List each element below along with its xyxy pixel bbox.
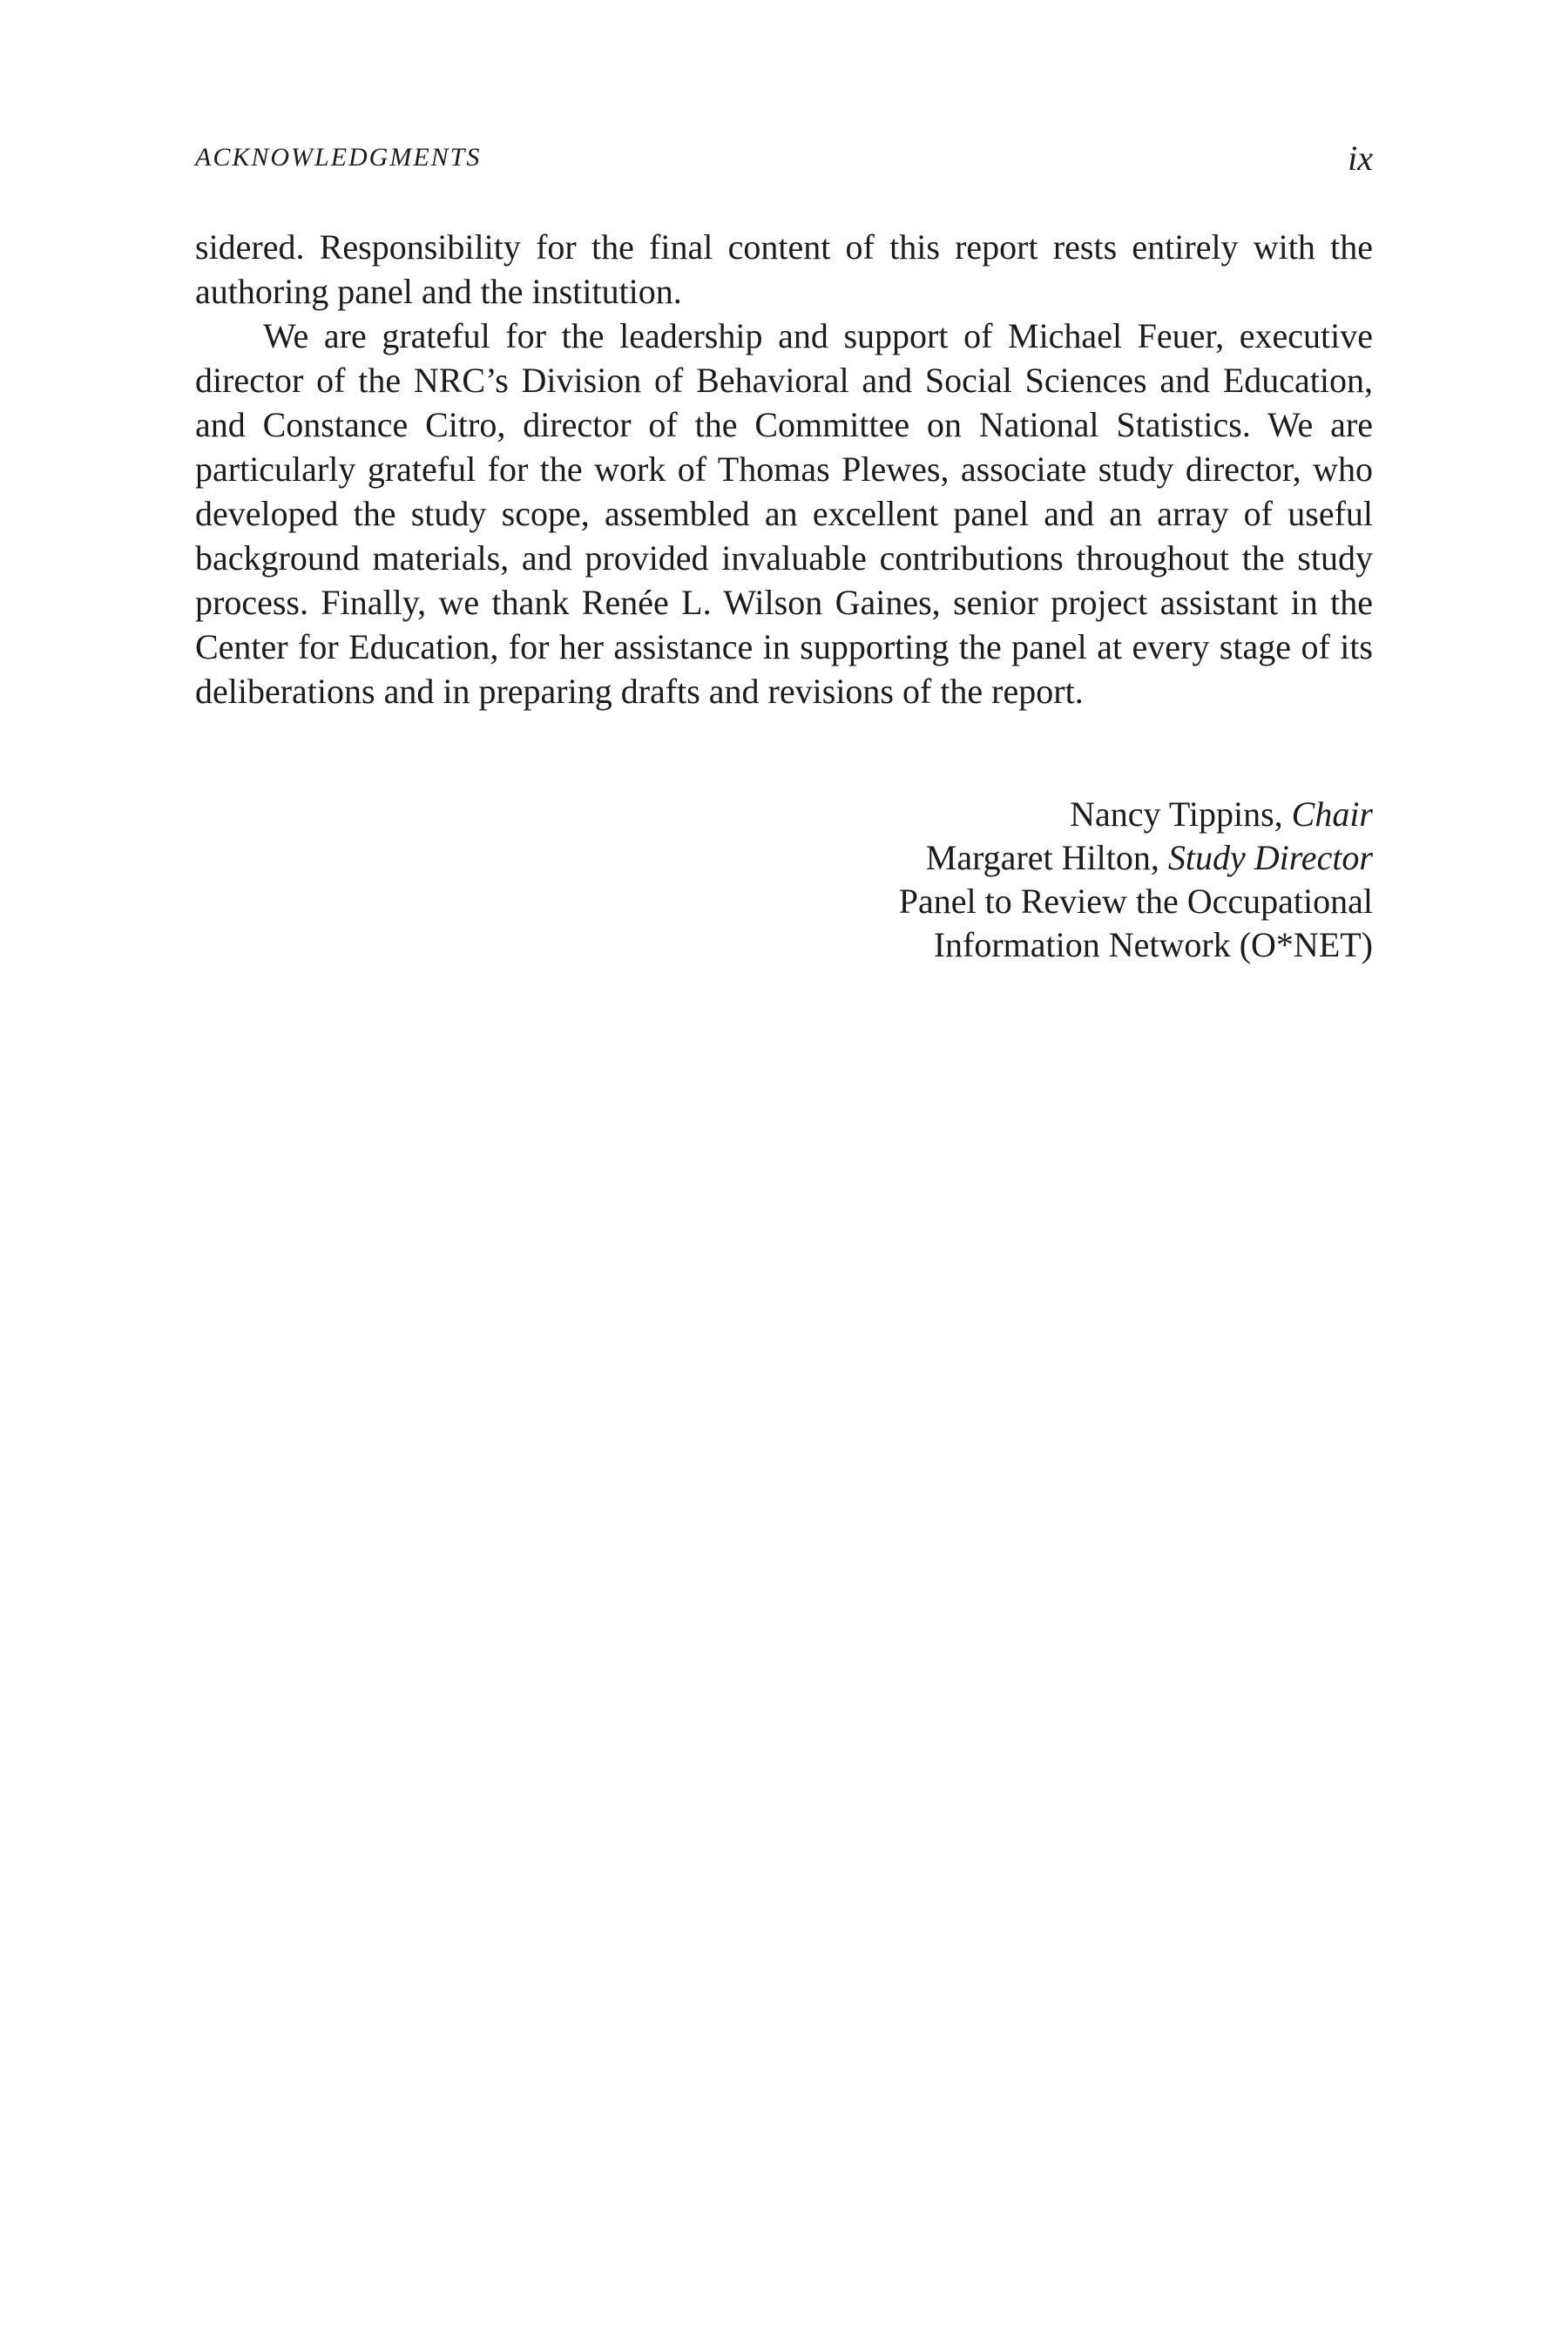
panel-name-line-1: Panel to Review the Occupational — [898, 882, 1373, 921]
director-name: Margaret Hilton, — [925, 838, 1168, 877]
paragraph-continuation: sidered. Responsibility for the final content of this report rests entirely with the authoring panel and the institution. — [195, 227, 1373, 311]
signature-chair — [589, 793, 1373, 836]
running-title: ACKNOWLEDGMENTS — [195, 143, 482, 172]
signature-block — [589, 793, 1373, 967]
chair-role: Chair — [1291, 794, 1373, 834]
signature-study-director — [589, 836, 1373, 880]
paragraph-acknowledgments: We are grateful for the leadership and support of Michael Feuer, executive director of the NRC’s Division of Behavioral and Social Sciences and Education, and Constance Citro, director of the Committee on National Statistics. We are particularly grateful for the work of Thomas Plewes, associate study director, who developed the study scope, assembled an excellent panel and an array of useful background materials, and provided invaluable contributions throughout the study process. Finally, we thank Renée L. Wilson Gaines, senior project assistant in the Center for Education, for her assistance in supporting the panel at every stage of its deliberations and in preparing drafts and revisions of the report. — [195, 316, 1373, 711]
page-number: ix — [1348, 139, 1373, 178]
chair-name: Nancy Tippins, — [1070, 794, 1292, 834]
running-header — [195, 138, 1373, 181]
director-role: Study Director — [1167, 838, 1373, 877]
body-text — [195, 225, 1373, 713]
panel-name-line-2: Information Network (O*NET) — [933, 925, 1373, 964]
